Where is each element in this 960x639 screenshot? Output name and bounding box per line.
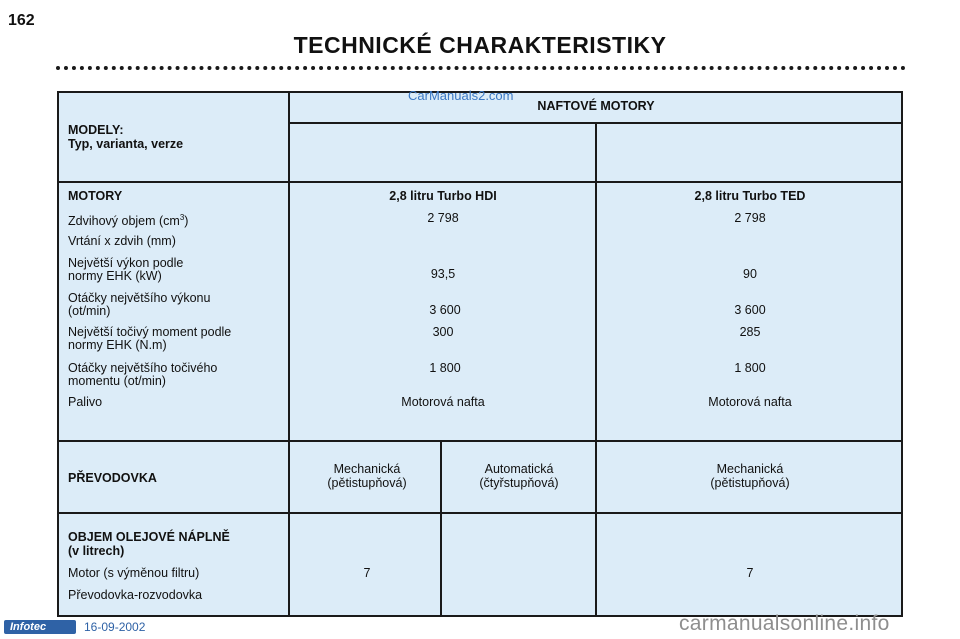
torque-rpm-label-2: momentu (ot/min) <box>68 374 166 388</box>
bore-stroke-label: Vrtání x zdvih (mm) <box>68 234 176 248</box>
column-divider-variants <box>595 122 597 615</box>
gearbox-b-manual-2: (pětistupňová) <box>710 476 790 490</box>
column-divider-label <box>288 93 290 615</box>
fuel-value-a: Motorová nafta <box>401 395 485 409</box>
page-title: TECHNICKÉ CHARAKTERISTIKY <box>293 32 667 58</box>
displacement-value-b: 2 798 <box>734 211 766 225</box>
max-torque-label-1: Největší točivý moment podle <box>68 325 232 339</box>
variant-b-name: 2,8 litru Turbo TED <box>694 189 806 203</box>
models-sublabel: Typ, varianta, verze <box>68 137 184 151</box>
title-divider <box>56 66 906 70</box>
oil-gearbox-label: Převodovka-rozvodovka <box>68 588 203 602</box>
fuel-value-b: Motorová nafta <box>708 395 792 409</box>
models-label: MODELY: <box>68 123 124 137</box>
torque-rpm-value-a: 1 800 <box>429 361 461 375</box>
row-divider-oil <box>59 512 903 514</box>
row-divider-gearbox <box>59 440 903 442</box>
column-divider-gearbox-a <box>440 440 442 615</box>
displacement-label-sup: 3 <box>179 213 185 222</box>
oil-capacity-label-2: (v litrech) <box>68 544 125 558</box>
watermark-top: CarManuals2.com <box>408 88 514 103</box>
displacement-value-a: 2 798 <box>427 211 459 225</box>
max-power-value-b: 90 <box>743 267 757 281</box>
displacement-label-text: Zdvihový objem (cm <box>68 214 180 229</box>
infotec-logo: Infotec <box>4 620 76 634</box>
oil-capacity-label-1: OBJEM OLEJOVÉ NÁPLNĚ <box>68 530 230 544</box>
max-torque-value-b: 285 <box>739 325 761 339</box>
gearbox-a-auto-1: Automatická <box>484 462 554 476</box>
row-divider-header <box>288 122 903 124</box>
displacement-label-tail: ) <box>184 214 189 229</box>
diesel-engines-header: NAFTOVÉ MOTORY <box>537 99 655 113</box>
variant-a-name: 2,8 litru Turbo HDI <box>389 189 497 203</box>
torque-rpm-value-b: 1 800 <box>734 361 766 375</box>
gearbox-b-manual-1: Mechanická <box>716 462 784 476</box>
max-torque-label-2: normy EHK (N.m) <box>68 338 167 352</box>
gearbox-a-manual-2: (pětistupňová) <box>327 476 407 490</box>
oil-engine-value-a: 7 <box>363 566 371 580</box>
max-power-value-a: 93,5 <box>430 267 456 281</box>
engine-section-label: MOTORY <box>68 189 123 203</box>
fuel-label: Palivo <box>68 395 103 409</box>
page-number: 162 <box>8 12 35 29</box>
displacement-label <box>68 211 188 228</box>
gearbox-label: PŘEVODOVKA <box>68 471 157 485</box>
max-power-label-2: normy EHK (kW) <box>68 269 162 283</box>
row-divider-engine <box>59 181 903 183</box>
max-power-label-1: Největší výkon podle <box>68 256 184 270</box>
footer-date: 16-09-2002 <box>84 620 146 634</box>
spec-table <box>57 91 903 617</box>
torque-rpm-label-1: Otáčky největšího točivého <box>68 361 218 375</box>
watermark-bottom: carmanualsonline.info <box>679 612 890 635</box>
oil-engine-label: Motor (s výměnou filtru) <box>68 566 200 580</box>
power-rpm-label-2: (ot/min) <box>68 304 111 318</box>
power-rpm-label-1: Otáčky největšího výkonu <box>68 291 211 305</box>
power-rpm-value-a: 3 600 <box>429 303 461 317</box>
oil-engine-value-b: 7 <box>746 566 754 580</box>
max-torque-value-a: 300 <box>432 325 454 339</box>
power-rpm-value-b: 3 600 <box>734 303 766 317</box>
gearbox-a-manual-1: Mechanická <box>333 462 401 476</box>
gearbox-a-auto-2: (čtyřstupňová) <box>479 476 559 490</box>
